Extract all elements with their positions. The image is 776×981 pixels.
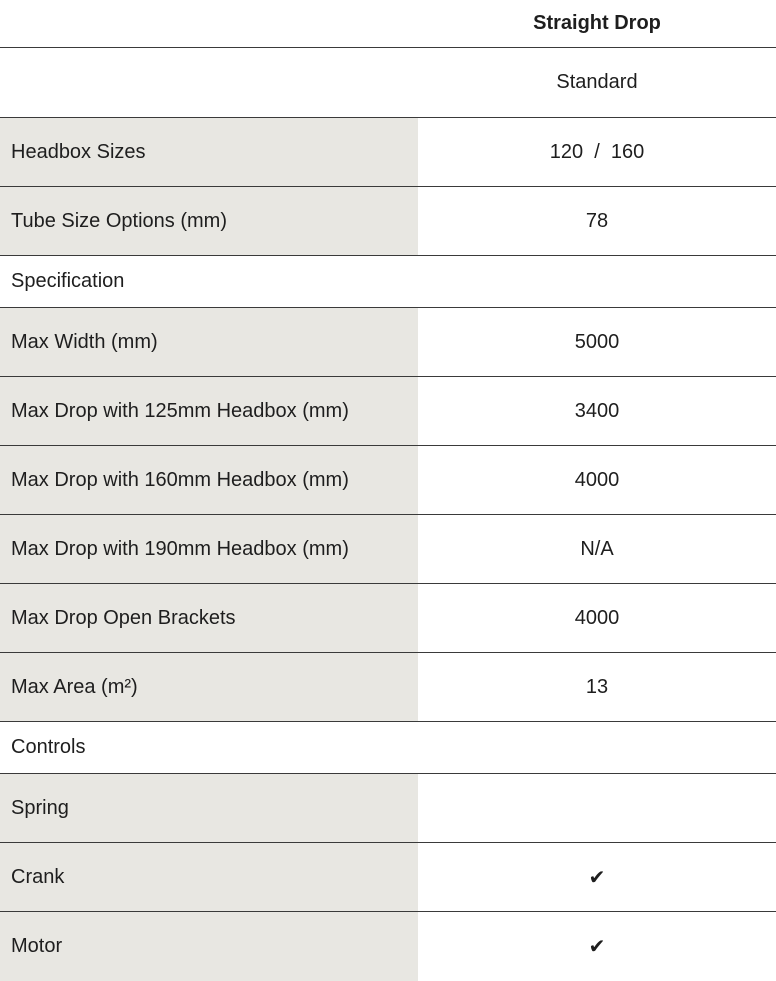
table-row (0, 377, 776, 446)
checkmark-icon: ✔ (588, 936, 606, 958)
row-label: Max Drop with 160mm Headbox (mm) (0, 446, 418, 514)
header-empty-cell (0, 0, 418, 47)
variant-row (0, 48, 776, 118)
section-controls (0, 722, 776, 774)
table-row (0, 187, 776, 256)
row-label: Tube Size Options (mm) (0, 187, 418, 255)
row-label: Max Area (m²) (0, 653, 418, 721)
row-value (418, 774, 776, 842)
section-title: Controls (11, 736, 86, 758)
row-label: Max Drop Open Brackets (0, 584, 418, 652)
row-label: Max Drop with 190mm Headbox (mm) (0, 515, 418, 583)
section-title: Specification (11, 270, 125, 292)
row-label: Spring (0, 774, 418, 842)
section-specification (0, 256, 776, 308)
column-title: Straight Drop (533, 12, 661, 34)
row-value: 13 (585, 675, 609, 698)
table-row (0, 446, 776, 515)
table-row (0, 584, 776, 653)
row-value: 78 (585, 209, 609, 232)
table-header-row (0, 0, 776, 48)
row-value: N/A (580, 537, 614, 560)
row-value: 120 / 160 (549, 140, 645, 163)
table-row (0, 515, 776, 584)
row-label: Crank (0, 843, 418, 911)
row-value: 4000 (574, 606, 620, 629)
row-value: 3400 (574, 399, 620, 422)
row-label: Max Drop with 125mm Headbox (mm) (0, 377, 418, 445)
variant-empty-cell (0, 48, 418, 117)
table-row (0, 118, 776, 187)
row-label: Motor (0, 912, 418, 981)
table-row (0, 912, 776, 981)
table-row (0, 653, 776, 722)
row-label: Max Width (mm) (0, 308, 418, 376)
checkmark-icon: ✔ (588, 866, 606, 889)
table-row (0, 774, 776, 843)
row-value: 5000 (574, 330, 620, 353)
row-label: Headbox Sizes (0, 118, 418, 186)
table-row (0, 308, 776, 377)
table-row (0, 843, 776, 912)
row-value: 4000 (574, 468, 620, 491)
variant-label: Standard (556, 71, 638, 93)
